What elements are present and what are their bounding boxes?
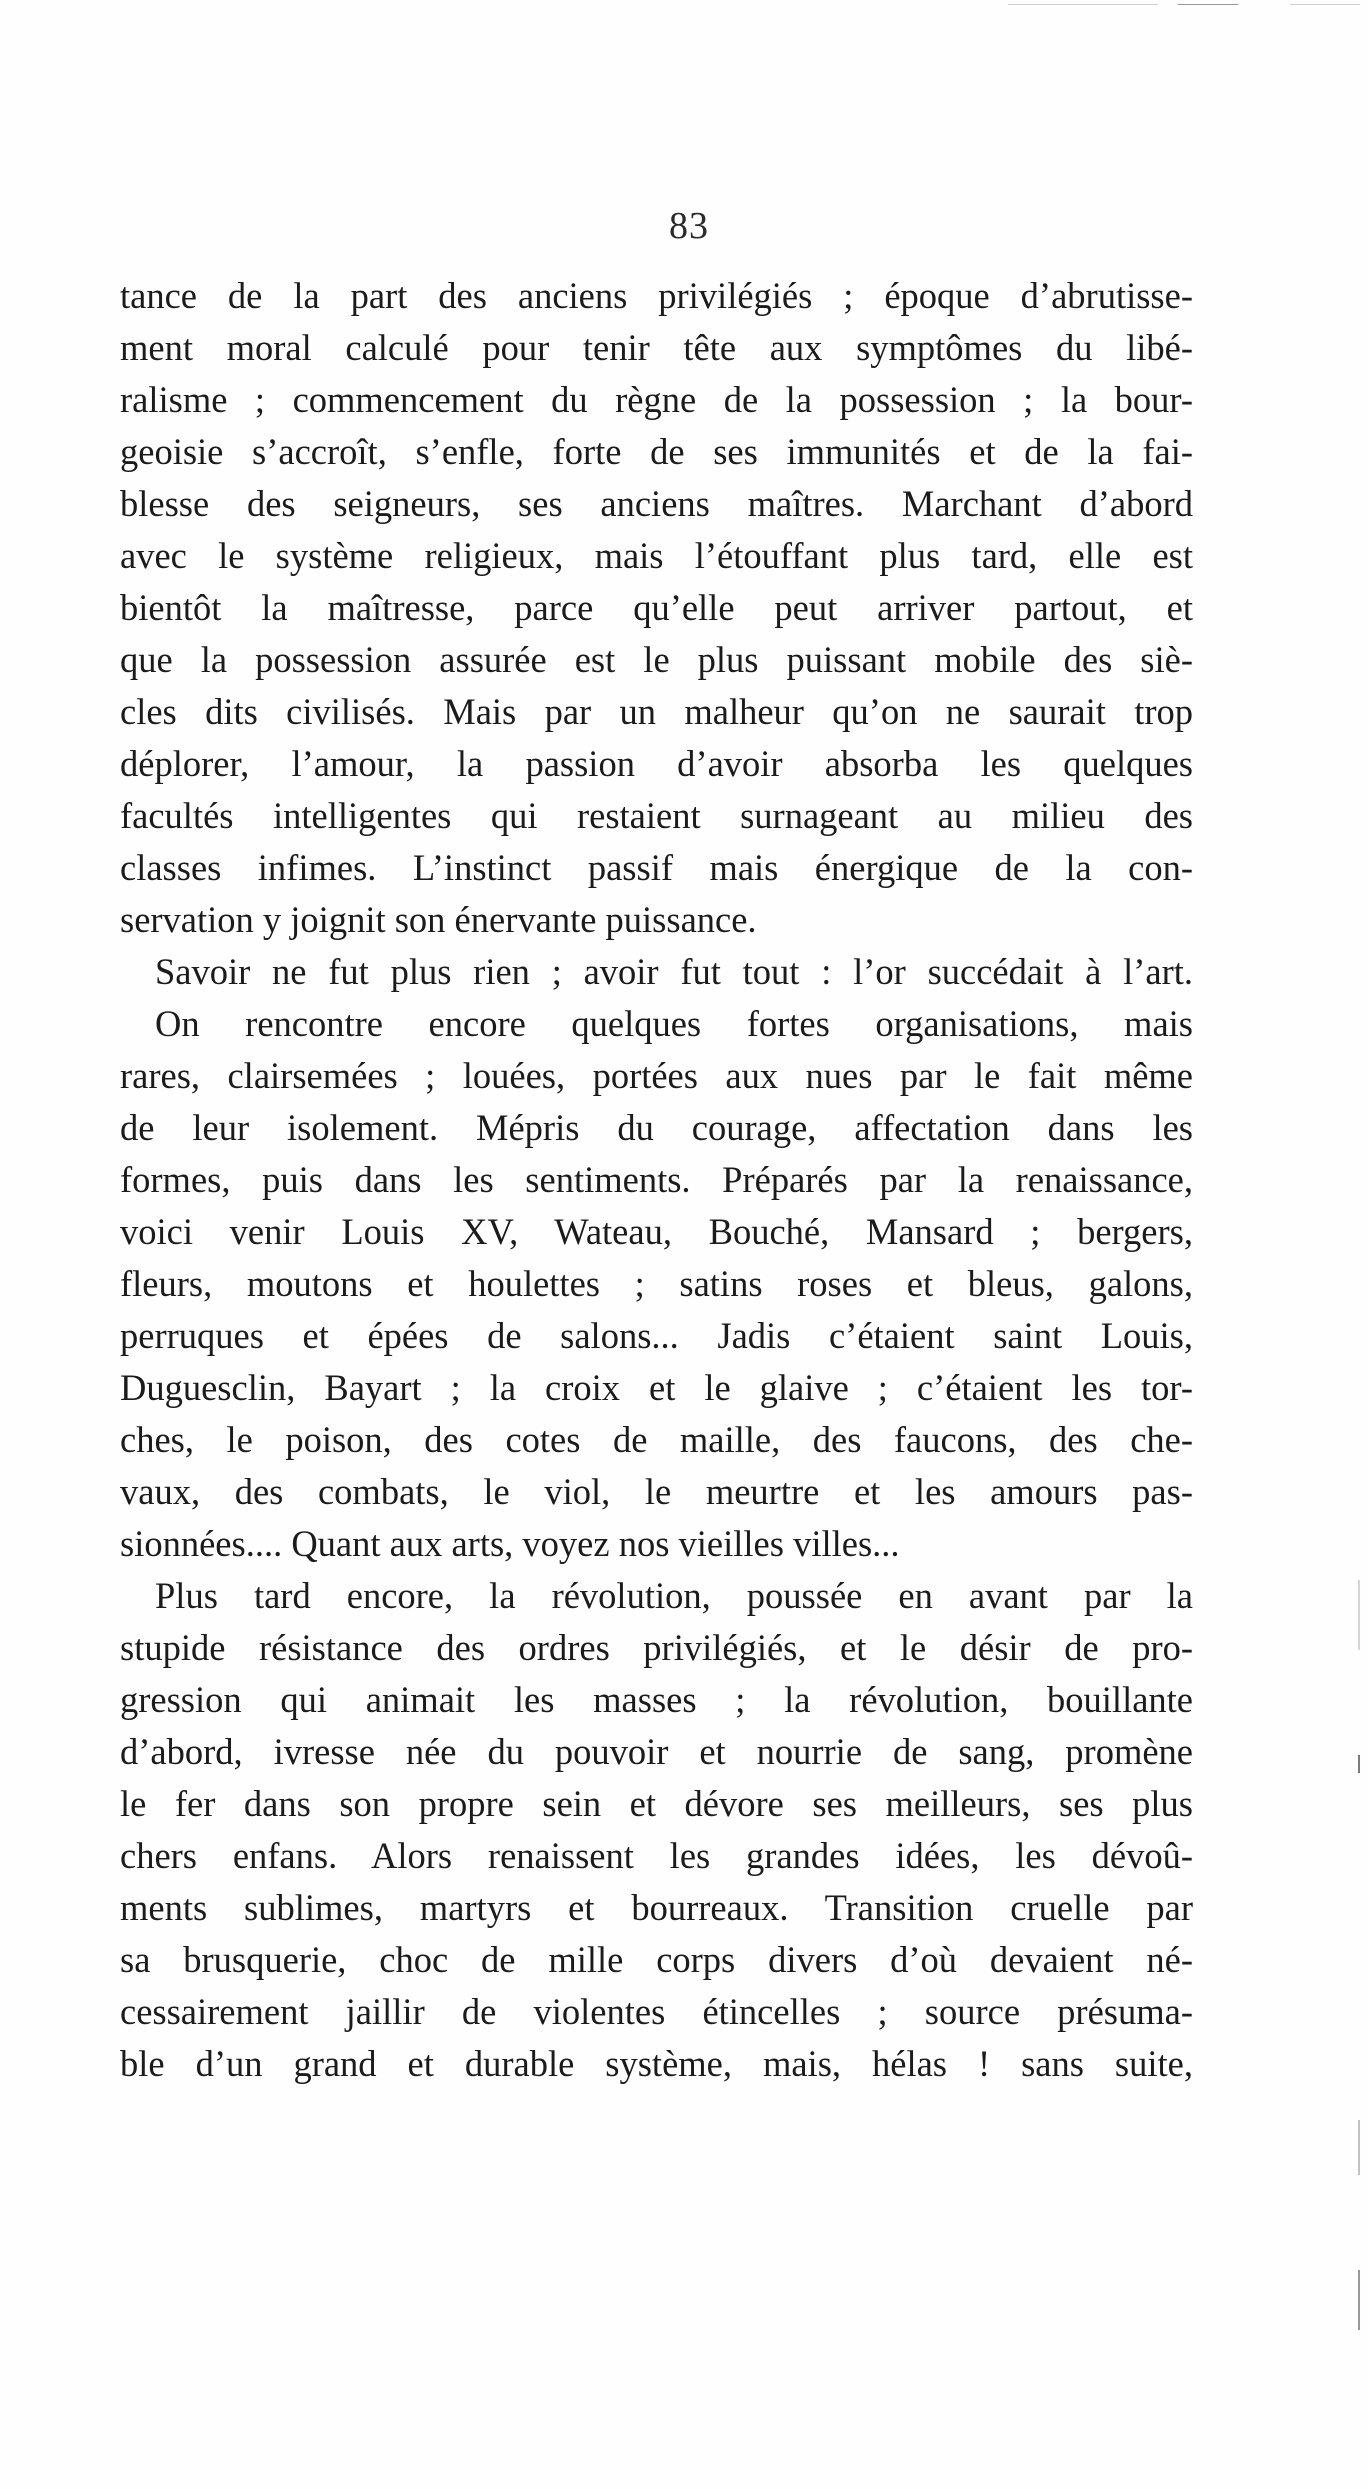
text-line: geoisie s’accroît, s’enfle, forte de ses immunités et de la fai- [120,431,1193,472]
text-line: avec le système religieux, mais l’étouffant plus tard, elle est [120,535,1193,576]
text-line: perruques et épées de salons... Jadis c’étaient saint Louis, [120,1315,1193,1356]
text-line: déplorer, l’amour, la passion d’avoir absorba les quelques [120,743,1193,784]
text-line: cessairement jaillir de violentes étincelles ; source présuma- [120,1991,1193,2032]
text-line: de leur isolement. Mépris du courage, affectation dans les [120,1107,1193,1148]
text-line: sa brusquerie, choc de mille corps divers d’où devaient né- [120,1939,1193,1980]
text-line: classes infimes. L’instinct passif mais énergique de la con- [120,847,1193,888]
text-line: Plus tard encore, la révolution, poussée en avant par la [155,1575,1193,1616]
text-line: ches, le poison, des cotes de maille, des faucons, des che- [120,1419,1193,1460]
text-line: d’abord, ivresse née du pouvoir et nourrie de sang, promène [120,1731,1193,1772]
text-line: gression qui animait les masses ; la révolution, bouillante [120,1679,1193,1720]
page-number: 83 [669,205,709,247]
text-line: rares, clairsemées ; louées, portées aux nues par le fait même [120,1055,1193,1096]
text-line: le fer dans son propre sein et dévore ses meilleurs, ses plus [120,1783,1193,1824]
scan-edge-mark [1358,2120,1360,2175]
text-line: blesse des seigneurs, ses anciens maîtres. Marchant d’abord [120,483,1193,524]
text-line: ment moral calculé pour tenir tête aux symptômes du libé- [120,327,1193,368]
text-line: ments sublimes, martyrs et bourreaux. Transition cruelle par [120,1887,1193,1928]
text-line: tance de la part des anciens privilégiés ; époque d’abrutisse- [120,275,1193,316]
text-line: Duguesclin, Bayart ; la croix et le glaive ; c’étaient les tor- [120,1367,1193,1408]
text-line: fleurs, moutons et houlettes ; satins roses et bleus, galons, [120,1263,1193,1304]
text-line: cles dits civilisés. Mais par un malheur qu’on ne saurait trop [120,691,1193,732]
text-line: sionnées.... Quant aux arts, voyez nos vieilles villes... [120,1523,900,1564]
text-line: ble d’un grand et durable système, mais, hélas ! sans suite, [120,2043,1193,2084]
scan-edge-mark [1358,2270,1360,2330]
scan-edge-line [1008,4,1158,5]
scan-edge-mark [1358,1755,1360,1773]
scan-edge-line [1178,4,1238,5]
text-line: chers enfans. Alors renaissent les grandes idées, les dévoû- [120,1835,1193,1876]
scan-edge-line [1290,4,1360,5]
text-line: ralisme ; commencement du règne de la possession ; la bour- [120,379,1193,420]
text-line: Savoir ne fut plus rien ; avoir fut tout : l’or succédait à l’art. [155,951,1193,992]
text-line: vaux, des combats, le viol, le meurtre et les amours pas- [120,1471,1193,1512]
text-line: voici venir Louis XV, Wateau, Bouché, Mansard ; bergers, [120,1211,1193,1252]
text-line: On rencontre encore quelques fortes organisations, mais [155,1003,1193,1044]
text-line: facultés intelligentes qui restaient surnageant au milieu des [120,795,1193,836]
scan-edge-mark [1358,1580,1360,1650]
body-text [120,270,1193,2150]
text-line: bientôt la maîtresse, parce qu’elle peut arriver partout, et [120,587,1193,628]
text-line: que la possession assurée est le plus puissant mobile des siè- [120,639,1193,680]
text-line: servation y joignit son énervante puissance. [120,899,757,940]
text-line: formes, puis dans les sentiments. Préparés par la renaissance, [120,1159,1193,1200]
text-line: stupide résistance des ordres privilégiés, et le désir de pro- [120,1627,1193,1668]
